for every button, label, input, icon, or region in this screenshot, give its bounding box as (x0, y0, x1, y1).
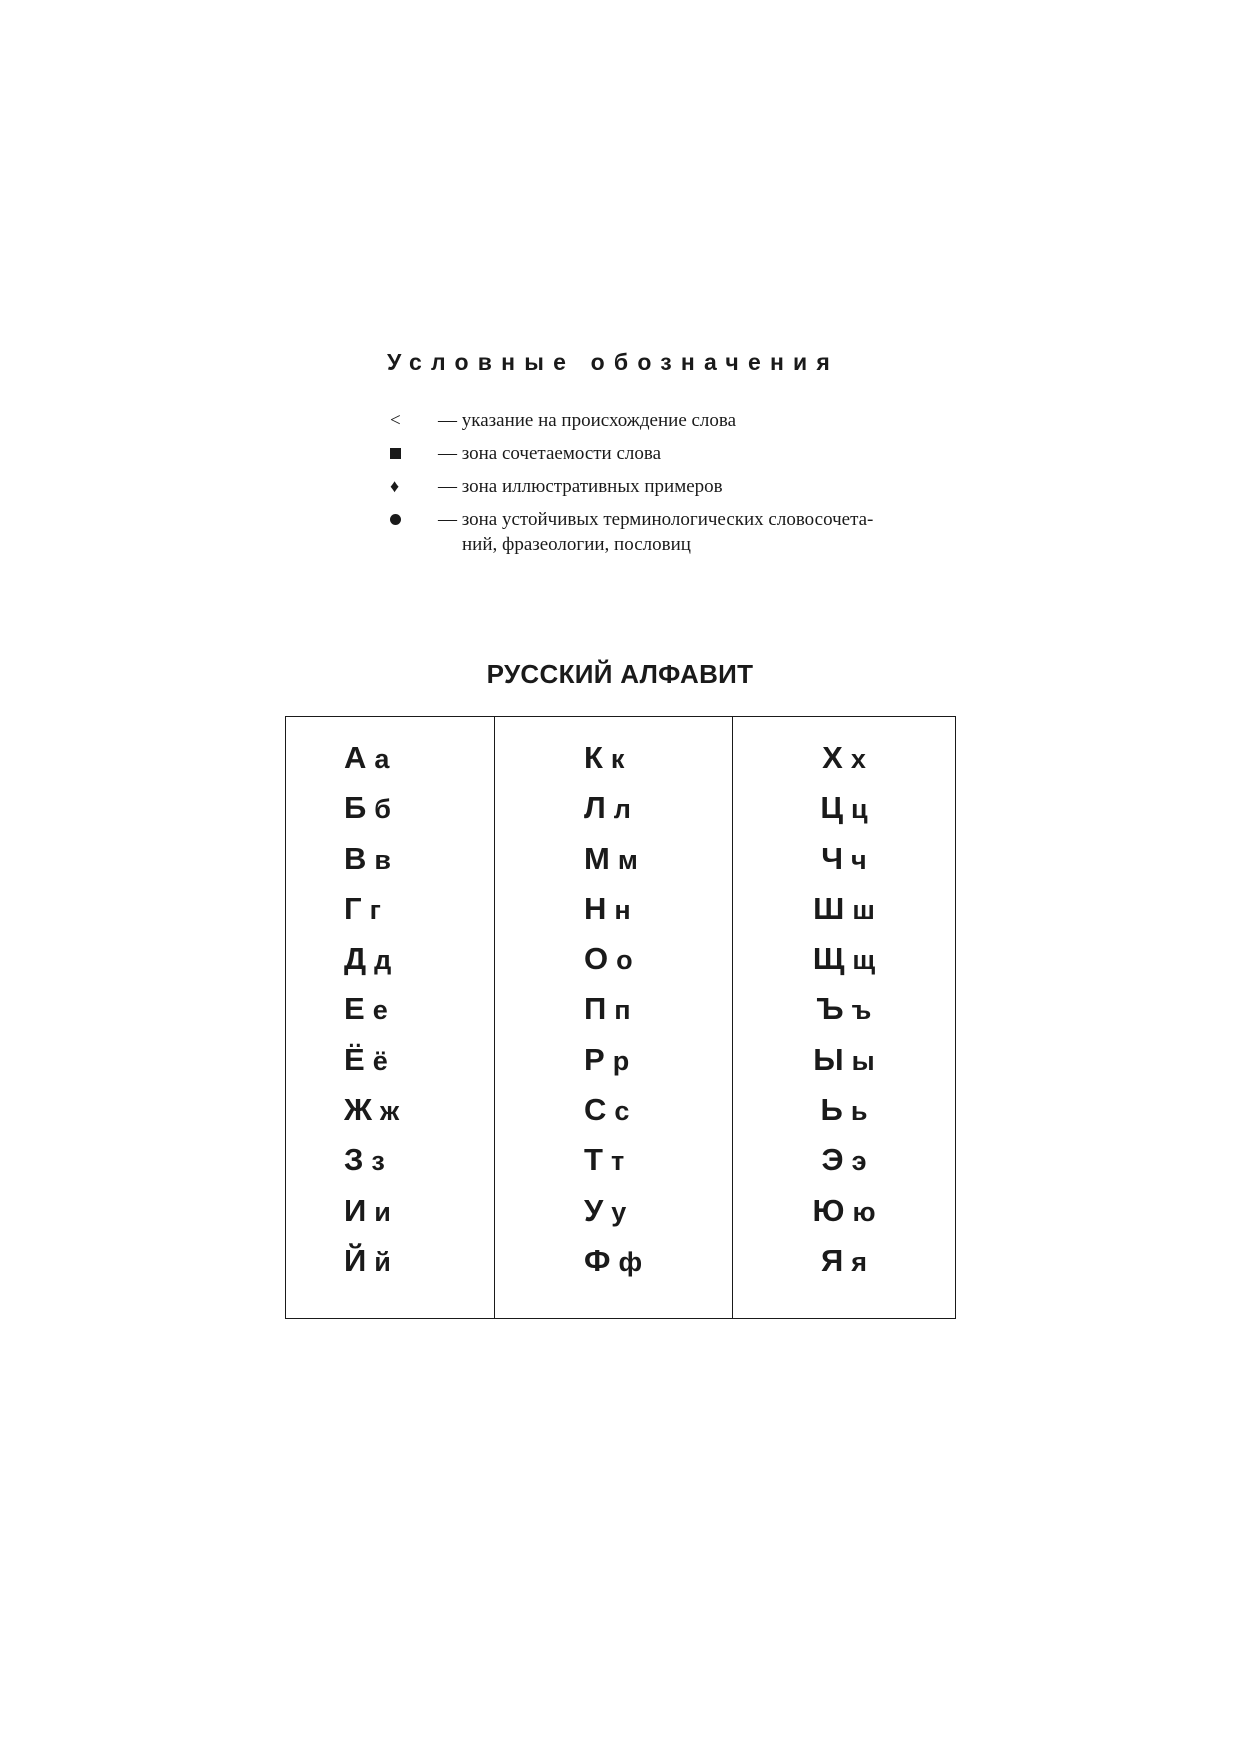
uppercase-letter: Г (344, 890, 362, 926)
lowercase-letter: л (613, 794, 631, 825)
lowercase-letter: ф (618, 1246, 643, 1277)
uppercase-letter: Ъ (816, 991, 844, 1027)
lowercase-letter: б (374, 794, 391, 825)
legend-item-text (438, 507, 960, 557)
letter-pair (344, 1236, 399, 1286)
uppercase-letter: Т (584, 1142, 603, 1178)
legend-item-phraseology (390, 507, 960, 557)
legend-item-text-line2: ний, фразеологии, пословиц (462, 534, 691, 555)
letters-list (344, 733, 399, 1286)
uppercase-letter: М (584, 840, 610, 876)
legend-item-text-line1: — зона устойчивых терминологических словосочета- (438, 509, 874, 530)
lowercase-letter: я (851, 1246, 868, 1277)
lowercase-letter: п (614, 995, 631, 1026)
legend-item-text: — зона иллюстративных примеров (438, 476, 723, 497)
uppercase-letter: И (344, 1192, 367, 1228)
letter-pair (584, 783, 642, 833)
uppercase-letter: Ю (812, 1192, 845, 1228)
letter-pair (344, 733, 399, 783)
uppercase-letter: Ц (820, 790, 844, 826)
uppercase-letter: Н (584, 890, 607, 926)
alphabet-column-3 (732, 717, 955, 1318)
lowercase-letter: ц (851, 794, 868, 825)
lowercase-letter: д (374, 945, 392, 976)
letter-pair (584, 834, 642, 884)
uppercase-letter: А (344, 740, 367, 775)
legend-list (390, 408, 960, 565)
legend-item-origin (390, 408, 960, 433)
letter-pair (733, 1236, 955, 1286)
uppercase-letter: Я (820, 1242, 844, 1278)
letter-pair (344, 1186, 399, 1236)
uppercase-letter: Д (344, 941, 367, 977)
uppercase-letter: Й (344, 1242, 367, 1278)
uppercase-letter: О (584, 941, 609, 977)
lowercase-letter: о (616, 945, 633, 976)
legend-item-examples (390, 474, 960, 499)
lowercase-letter: х (850, 744, 866, 774)
legend-item-collocation (390, 441, 960, 466)
diamond-icon: ♦ (390, 476, 400, 496)
letters-list (733, 733, 955, 1286)
lowercase-letter: ч (851, 844, 867, 875)
alphabet-title: РУССКИЙ АЛФАВИТ (486, 659, 754, 689)
circle-icon-wrap (390, 507, 410, 532)
lowercase-letter: ё (372, 1045, 388, 1076)
letter-pair (733, 934, 955, 984)
lowercase-letter: ш (852, 894, 875, 925)
letter-pair (584, 1186, 642, 1236)
legend-heading: Условные обозначения (387, 349, 840, 375)
circle-icon (390, 514, 401, 525)
lowercase-letter: у (611, 1196, 627, 1227)
lowercase-letter: г (369, 894, 381, 925)
uppercase-letter: В (344, 840, 367, 876)
uppercase-letter: Ё (344, 1041, 365, 1077)
letter-pair (584, 934, 642, 984)
alphabet-column-1 (286, 717, 494, 1318)
letter-pair (733, 783, 955, 833)
uppercase-letter: Х (822, 740, 843, 775)
lowercase-letter: ж (380, 1096, 400, 1127)
uppercase-letter: П (584, 991, 607, 1027)
letter-pair (584, 984, 642, 1034)
lowercase-letter: ъ (851, 995, 872, 1026)
legend-item-text: — зона сочетаемости слова (438, 443, 662, 464)
letter-pair (344, 1085, 399, 1135)
letter-pair (733, 834, 955, 884)
letter-pair (733, 1035, 955, 1085)
letter-pair (584, 1035, 642, 1085)
letter-pair (733, 884, 955, 934)
legend-item-text: — указание на происхождение слова (438, 410, 737, 431)
letter-pair (733, 1135, 955, 1185)
uppercase-letter: Э (821, 1142, 844, 1178)
uppercase-letter: Л (584, 790, 606, 826)
letter-pair (733, 1186, 955, 1236)
lowercase-letter: н (614, 894, 631, 925)
lowercase-letter: й (374, 1246, 391, 1277)
letter-pair (584, 1236, 642, 1286)
uppercase-letter: Ш (813, 890, 845, 926)
lowercase-letter: е (372, 995, 388, 1026)
uppercase-letter: Ы (813, 1041, 844, 1077)
letter-pair (584, 1085, 642, 1135)
uppercase-letter: У (584, 1192, 604, 1228)
uppercase-letter: Ь (820, 1092, 843, 1128)
uppercase-letter: Б (344, 790, 367, 826)
letter-pair (344, 1035, 399, 1085)
letter-pair (584, 733, 642, 783)
lowercase-letter: э (851, 1146, 867, 1177)
letter-pair (344, 834, 399, 884)
lowercase-letter: ю (852, 1196, 876, 1227)
square-icon-wrap (390, 441, 410, 466)
letter-pair (344, 984, 399, 1034)
lowercase-letter: ь (850, 1096, 868, 1127)
uppercase-letter: Ж (344, 1092, 373, 1128)
uppercase-letter: Ч (821, 840, 844, 876)
letter-pair (344, 783, 399, 833)
lowercase-letter: к (610, 744, 625, 774)
alphabet-table (285, 716, 956, 1319)
alphabet-column-2 (494, 717, 732, 1318)
lowercase-letter: и (374, 1196, 391, 1227)
letter-pair (584, 1135, 642, 1185)
square-icon (390, 448, 401, 459)
lowercase-letter: м (617, 844, 638, 875)
letter-pair (733, 984, 955, 1034)
lowercase-letter: р (612, 1045, 630, 1076)
letter-pair (344, 934, 399, 984)
lowercase-letter: а (374, 744, 390, 774)
uppercase-letter: С (584, 1092, 607, 1128)
uppercase-letter: Р (584, 1041, 605, 1077)
lowercase-letter: в (374, 844, 391, 875)
uppercase-letter: К (584, 740, 603, 775)
letter-pair (733, 733, 955, 783)
letter-pair (344, 884, 399, 934)
less-than-icon: < (390, 410, 401, 431)
letter-pair (344, 1135, 399, 1185)
lowercase-letter: ы (851, 1045, 875, 1076)
lowercase-letter: с (614, 1096, 630, 1127)
uppercase-letter: Ф (584, 1242, 611, 1278)
uppercase-letter: Щ (812, 941, 845, 977)
letters-list (584, 733, 642, 1286)
letter-pair (584, 884, 642, 934)
lowercase-letter: щ (852, 945, 876, 976)
uppercase-letter: З (344, 1142, 364, 1178)
lowercase-letter: з (371, 1146, 385, 1177)
uppercase-letter: Е (344, 991, 365, 1027)
lowercase-letter: т (610, 1146, 625, 1177)
letter-pair (733, 1085, 955, 1135)
